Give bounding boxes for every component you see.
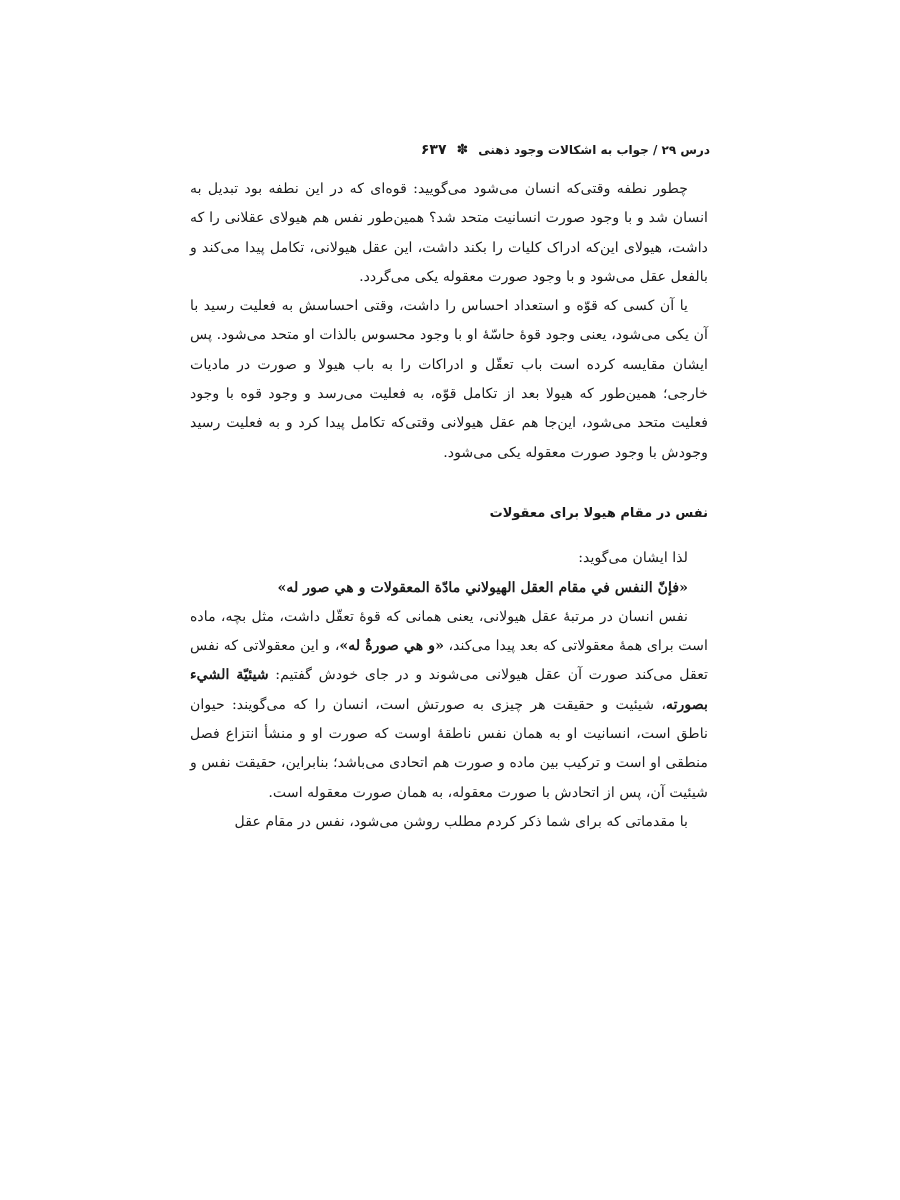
header-title: درس ۲۹ / جواب به اشکالات وجود ذهنی: [478, 143, 710, 157]
bold-phrase: شيئيّة الشيء بصورته: [190, 667, 708, 713]
text-run: نفس انسان در مرتبهٔ عقل هیولانی، یعنی همانی که قوهٔ تعقّل داشت، مثل بچه، ماده است برای همهٔ معقولاتی که بعد پیدا می‌کند،: [190, 608, 708, 655]
ornament-icon: ✽: [456, 142, 469, 158]
paragraph: چطور نطفه وقتی‌که انسان می‌شود می‌گویید: قوه‌ای که در این نطفه بود تبدیل به انسان شد و با وجود صورت انسانیت متحد شد؟ همین‌طور نفس هم هیولای عقلانی را که داشت، هیولای این‌که ادراک کلیات را بکند داشت، این عقل هیولانی، تکامل پیدا می‌کند و بالفعل عقل می‌شود و با وجود صورت معقوله یکی می‌گردد.: [190, 181, 708, 285]
section-title: نفس در مقام هیولا برای معقولات: [489, 505, 708, 521]
paragraph: یا آن کسی که قوّه و استعداد احساس را داشت، وقتی احساسش به فعلیت رسید با آن یکی می‌شود، یعنی وجود قوهٔ حاسّهٔ او با وجود محسوس بالذات او متحد می‌شود. پس ایشان مقایسه کرده است باب تعقّل و ادراکات را به باب هیولا و صورت در مادیات خارجی؛ همین‌طور که هیولا بعد از تکامل قوّه، به فعلیت می‌رسد و وجود قوه با وجود فعلیت متحد می‌شود، این‌جا هم عقل هیولانی وقتی‌که تکامل پیدا کرد و به فعلیت رسید وجودش با وجود صورت معقوله یکی می‌شود.: [190, 298, 708, 461]
text-run: ، و این معقولاتی که نفس تعقل می‌کند صورت آن عقل هیولانی می‌شوند و در جای خودش گفتیم:: [190, 638, 708, 684]
paragraph: با مقدماتی که برای شما ذکر کردم مطلب روشن می‌شود، نفس در مقام عقل: [234, 813, 688, 830]
running-header: [190, 138, 710, 162]
text-run: ، شیئیت و حقیقت هر چیزی به صورتش است، انسان را که می‌گویند: حیوان ناطق است، انسانیت او به همان نفس ناطقهٔ اوست که صورت او و منشأ انتزاع فصل منطقی او است و ترکیب بین ماده و صورت هم اتحادی می‌باشد؛ بنابراین، حقیقت نفس و شیئیت آن، پس از اتحادش با صورت معقوله، به همان صورت معقوله است.: [190, 696, 708, 801]
arabic-quote: «فإنّ النفس في مقام العقل الهيولاني مادّة المعقولات و هي صور له»: [277, 579, 688, 596]
page-body: [190, 175, 708, 837]
lead-line: لذا ایشان می‌گوید:: [578, 550, 688, 567]
paragraph: [190, 603, 708, 808]
bold-quote: «و هي صورةٌ له»: [339, 638, 444, 655]
page-number: ۶۳۷: [420, 142, 447, 158]
